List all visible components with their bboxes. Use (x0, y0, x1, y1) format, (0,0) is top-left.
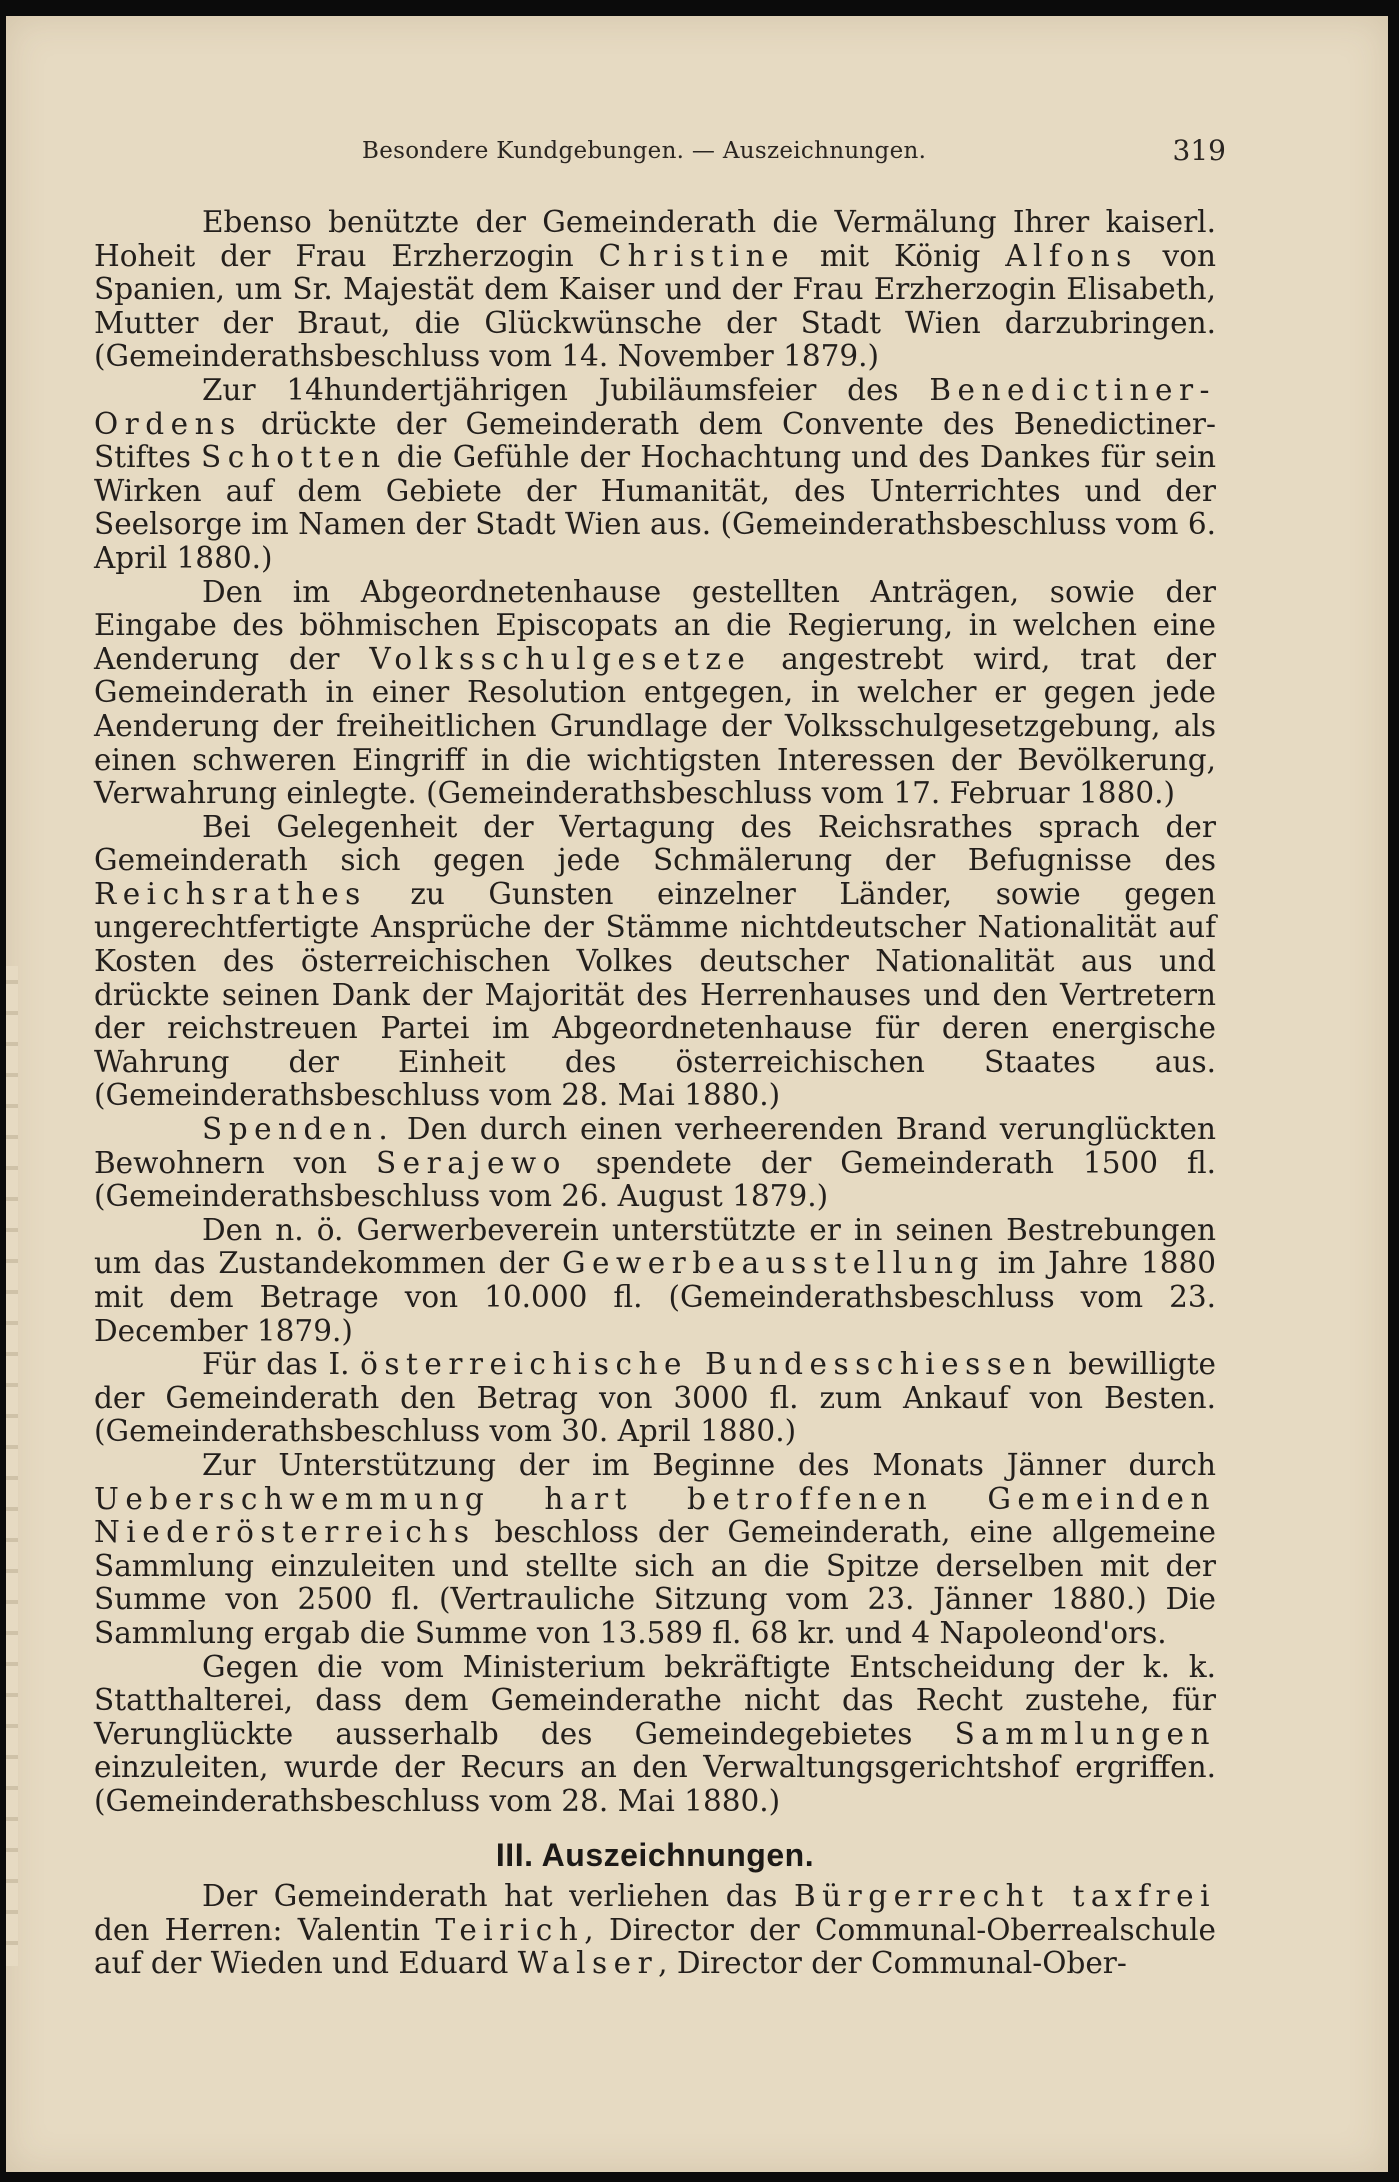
text-run: Zur 14hundertjährigen Jubiläumsfeier des (202, 372, 930, 407)
spaced-emphasis: Ueberschwemmung hart betroffenen Gemeinden Niederösterreichs (94, 1481, 1216, 1550)
text-run: mit König (795, 238, 1006, 273)
paragraph (94, 1449, 1216, 1651)
spaced-emphasis: Benedictiner-Ordens (94, 372, 1216, 441)
text-run: Den durch einen verheerenden Brand verunglückten Bewohnern von (94, 1112, 1216, 1180)
paragraph (94, 1880, 1216, 1981)
text-run: Bei Gelegenheit der Vertagung des Reichsrathes sprach der Gemeinderath sich gegen jede Schmälerung der Befugnisse des (94, 809, 1216, 878)
spaced-emphasis: Walser (517, 1946, 659, 1981)
text-run: einzuleiten, wurde der Recurs an den Verwaltungsgerichtshof ergriffen. (Gemeinderathsbeschluss vom 28. Mai 1880.) (94, 1750, 1216, 1818)
spaced-emphasis: Teirich (435, 1912, 585, 1947)
text-run: angestrebt wird, trat der Gemeinderath in einer Resolution entgegen, in welcher er gegen jede Aenderung der freiheitlichen Grundlage der Volksschulgesetzgebung, als einen schweren Eingriff in die wichtigsten Interessen der Bevölkerung, Verwahrung einlegte. (Gemeinderathsbeschluss vom 17. Februar 1880.) (94, 641, 1216, 811)
page-number: 319 (1172, 134, 1226, 167)
spaced-emphasis: österreichische Bundesschiessen (360, 1347, 1058, 1382)
section-heading: III. Auszeichnungen. (495, 1836, 815, 1873)
page-header (362, 134, 1226, 174)
spaced-emphasis: Bürgerrecht taxfrei (793, 1879, 1216, 1914)
spaced-emphasis: Sammlungen (954, 1716, 1216, 1751)
text-run: Für das I. (202, 1347, 361, 1382)
text-run: zu Gunsten einzelner Länder, sowie gegen ungerechtfertigte Ansprüche der Stämme nichtdeutscher Nationalität auf Kosten des österreichischen Volkes deutscher Nationalität aus und drückte seinen Dank der Majorität des Herrenhauses und den Vertretern der reichstreuen Partei im Abgeordnetenhause für deren energische Wahrung der Einheit des österreichischen Staates aus. (Gemeinderathsbeschluss vom 28. Mai 1880.) (94, 876, 1216, 1113)
text-run: im Jahre 1880 mit dem Betrage von 10.000 fl. (Gemeinderathsbeschluss vom 23. December 1879.) (94, 1246, 1216, 1348)
text-run: den Herren: Valentin (94, 1912, 436, 1947)
torn-page-edge (6, 966, 18, 1966)
text-run: spendete der Gemeinderath 1500 fl. (Gemeinderathsbeschluss vom 26. August 1879.) (94, 1145, 1216, 1214)
paragraph (94, 374, 1216, 576)
text-run: Ebenso benützte der Gemeinderath die Vermälung Ihrer kaiserl. Hoheit der Frau Erzherzogin (94, 205, 1216, 273)
text-run: Den im Abgeordnetenhause gestellten Anträgen, sowie der Eingabe des böhmischen Episcopats an die Regierung, in welchen eine Aenderung der (94, 574, 1216, 676)
paragraph (94, 1348, 1216, 1449)
paragraph (94, 576, 1216, 811)
paragraph (94, 206, 1216, 374)
paragraph (94, 811, 1216, 1113)
body-text (94, 206, 1216, 1981)
text-run: die Gefühle der Hochachtung und des Dankes für sein Wirken auf dem Gebiete der Humanität, des Unterrichtes und der Seelsorge im Namen der Stadt Wien aus. (Gemeinderathsbeschluss vom 6. April 1880.) (94, 440, 1216, 575)
paragraph (94, 1214, 1216, 1348)
book-page (6, 16, 1388, 2172)
paragraph-list (94, 206, 1216, 1819)
spaced-emphasis: Spenden. (202, 1112, 395, 1147)
text-run: , Director der Communal-Oberrealschule auf der Wieden und Eduard (94, 1912, 1216, 1981)
text-run: Der Gemeinderath hat verliehen das (202, 1879, 794, 1914)
spaced-emphasis: Gewerbeausstellung (561, 1246, 985, 1281)
spaced-emphasis: Schotten (201, 440, 387, 475)
spaced-emphasis: Serajewo (375, 1145, 567, 1180)
spaced-emphasis: Christine (598, 238, 796, 273)
spaced-emphasis: Reichsrathes (94, 876, 367, 911)
text-run: Gegen die vom Ministerium bekräftigte Entscheidung der k. k. Statthalterei, dass dem Gemeinderathe nicht das Recht zustehe, für Verunglückte ausserhalb des Gemeindegebietes (94, 1649, 1216, 1751)
text-run: drückte der Gemeinderath dem Convente des Benedictiner-Stiftes (94, 406, 1216, 475)
text-run: , Director der Communal-Ober- (658, 1946, 1127, 1981)
text-run: Den n. ö. Gerwerbeverein unterstützte er in seinen Bestrebungen um das Zustandekommen der (94, 1212, 1216, 1281)
text-run: Zur Unterstützung der im Beginne des Monats Jänner durch (202, 1447, 1216, 1482)
spaced-emphasis: Alfons (1005, 238, 1138, 273)
paragraph (94, 1651, 1216, 1819)
running-title: Besondere Kundgebungen. — Auszeichnungen. (362, 138, 927, 164)
spaced-emphasis: Volksschulgesetze (369, 641, 752, 676)
section-paragraph-list (94, 1880, 1216, 1981)
text-run: von Spanien, um Sr. Majestät dem Kaiser und der Frau Erzherzogin Elisabeth, Mutter der Braut, die Glückwünsche der Stadt Wien darzubringen. (Gemeinderathsbeschluss vom 14. November 1879.) (94, 238, 1216, 374)
text-run: bewilligte der Gemeinderath den Betrag von 3000 fl. zum Ankauf von Besten. (Gemeinderathsbeschluss vom 30. April 1880.) (94, 1347, 1217, 1449)
text-run: beschloss der Gemeinderath, eine allgemeine Sammlung einzuleiten und stellte sich an die Spitze derselben mit der Summe von 2500 fl. (Vertrauliche Sitzung vom 23. Jänner 1880.) Die Sammlung ergab die Summe von 13.589 fl. 68 kr. und 4 Napoleond'ors. (94, 1515, 1216, 1650)
paragraph (94, 1113, 1216, 1214)
